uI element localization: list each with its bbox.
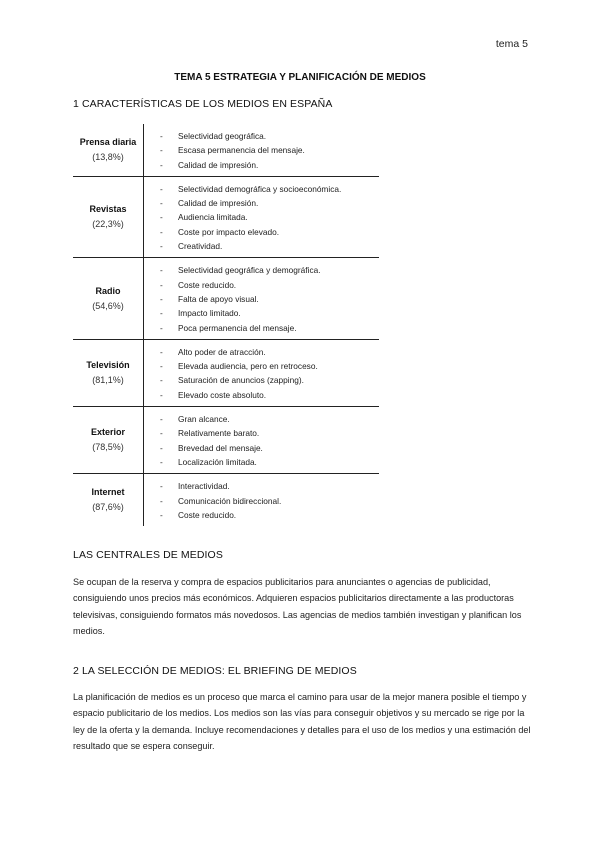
feature-item: - Interactividad. [160, 479, 379, 493]
media-name-cell [73, 176, 144, 257]
feature-item: - Selectividad geográfica. [160, 129, 379, 143]
media-row [73, 339, 379, 406]
feature-item: - Creatividad. [160, 239, 379, 253]
feature-item: - Relativamente barato. [160, 426, 379, 440]
media-name: Prensa diaria [79, 136, 137, 147]
feature-list [160, 177, 379, 257]
media-name-cell [73, 124, 144, 176]
feature-item: - Alto poder de atracción. [160, 345, 379, 359]
media-name-cell [73, 258, 144, 339]
feature-item: - Selectividad geográfica y demográfica. [160, 263, 379, 277]
feature-item: - Poca permanencia del mensaje. [160, 321, 379, 335]
feature-item: - Coste reducido. [160, 278, 379, 292]
feature-item: - Falta de apoyo visual. [160, 292, 379, 306]
media-percentage: (78,5%) [92, 442, 124, 453]
feature-list [160, 124, 379, 176]
feature-list [160, 407, 379, 473]
feature-item: - Coste reducido. [160, 508, 379, 522]
media-row [73, 407, 379, 474]
section-2-heading: 2 LA SELECCIÓN DE MEDIOS: EL BRIEFING DE MEDIOS [73, 665, 357, 677]
feature-item: - Elevado coste absoluto. [160, 388, 379, 402]
media-name: Exterior [90, 427, 125, 438]
centrales-paragraph: Se ocupan de la reserva y compra de espacios publicitarios para anunciantes o agencias de publicidad, consiguiendo unos precios más económicos. Adquieren espacios publicitarios directamente a las productoras televisivas, consiguiendo formatos más novedosos. Las agencias de medios también investigan y planifican los medios. [73, 577, 522, 637]
media-row [73, 176, 379, 257]
media-features-cell [144, 339, 380, 406]
media-features-cell [144, 407, 380, 474]
section-1-heading: 1 CARACTERÍSTICAS DE LOS MEDIOS EN ESPAÑA [73, 98, 333, 110]
feature-item: - Localización limitada. [160, 455, 379, 469]
feature-item: - Gran alcance. [160, 412, 379, 426]
media-row [73, 474, 379, 526]
feature-item: - Escasa permanencia del mensaje. [160, 143, 379, 157]
media-percentage: (22,3%) [92, 219, 124, 230]
feature-item: - Saturación de anuncios (zapping). [160, 373, 379, 387]
centrales-heading: LAS CENTRALES DE MEDIOS [73, 549, 223, 561]
feature-list [160, 474, 379, 526]
media-name-cell [73, 474, 144, 526]
media-characteristics-table [73, 124, 379, 526]
feature-item: - Impacto limitado. [160, 306, 379, 320]
media-percentage: (13,8%) [92, 151, 124, 162]
feature-item: - Comunicación bidireccional. [160, 494, 379, 508]
section-2-paragraph: La planificación de medios es un proceso que marca el camino para usar de la mejor manera posible el tiempo y espacio publicitario de los medios. Los medios son las vías para conseguir objetivos y su mercado se rige por la ley de la oferta y la demanda. Incluye recomendaciones y detalles para el uso de los medios y una estimación del resultado que se espera conseguir. [73, 692, 531, 752]
media-percentage: (81,1%) [92, 374, 124, 385]
media-percentage: (87,6%) [92, 502, 124, 513]
media-name: Internet [91, 487, 125, 498]
media-row [73, 124, 379, 176]
media-name-cell [73, 339, 144, 406]
feature-item: - Calidad de impresión. [160, 158, 379, 172]
media-features-cell [144, 258, 380, 339]
feature-list [160, 340, 379, 406]
feature-list [160, 258, 379, 338]
media-name-cell [73, 407, 144, 474]
feature-item: - Coste por impacto elevado. [160, 225, 379, 239]
media-name: Televisión [86, 359, 130, 370]
feature-item: - Elevada audiencia, pero en retroceso. [160, 359, 379, 373]
feature-item: - Selectividad demográfica y socioeconómica. [160, 182, 379, 196]
media-name: Revistas [89, 204, 127, 215]
media-features-cell [144, 176, 380, 257]
feature-item: - Calidad de impresión. [160, 196, 379, 210]
page-header-label: tema 5 [495, 38, 528, 50]
feature-item: - Brevedad del mensaje. [160, 441, 379, 455]
media-percentage: (54,6%) [92, 300, 124, 311]
media-row [73, 258, 379, 339]
document-title: TEMA 5 ESTRATEGIA Y PLANIFICACIÓN DE MEDIOS [174, 72, 426, 83]
media-name: Radio [95, 285, 121, 296]
feature-item: - Audiencia limitada. [160, 210, 379, 224]
media-features-cell [144, 124, 380, 176]
media-features-cell [144, 474, 380, 526]
